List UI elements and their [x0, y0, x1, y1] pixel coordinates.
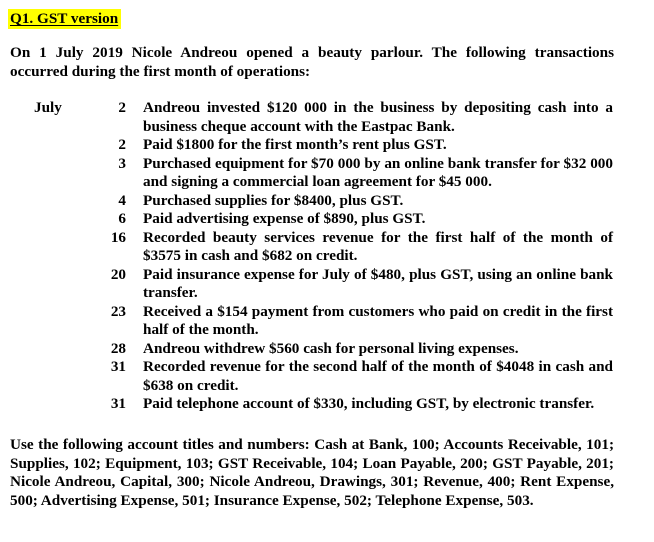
transaction-text: Purchased supplies for $8400, plus GST.	[143, 191, 404, 209]
account-instructions: Use the following account titles and numbers: Cash at Bank, 100; Accounts Receivable, 101; Supplies, 102; Equipment, 103; GST Receivable, 104; Loan Payable, 200; GST Payable, 201; Nicole Andreou, Capital, 300; Nicole Andreou, Drawings, 301; Revenue, 400; Rent Expense, 500; Advertising Expense, 501; Insurance Expense, 502; Telephone Expense, 503.	[10, 436, 614, 509]
transaction-row	[0, 155, 654, 192]
transaction-row	[0, 395, 654, 414]
transaction-month	[0, 358, 108, 395]
transaction-day: 20	[110, 265, 126, 283]
transaction-text: Andreou withdrew $560 cash for personal living expenses.	[143, 339, 519, 357]
transaction-month	[0, 155, 108, 192]
transaction-row	[0, 210, 654, 229]
transaction-text: Recorded revenue for the second half of the month of $4048 in cash and $638 on credit.	[143, 358, 613, 394]
transaction-month	[0, 192, 108, 211]
question-title: Q1. GST version	[8, 9, 121, 29]
transaction-month	[0, 340, 108, 359]
transaction-day: 3	[118, 154, 126, 172]
transaction-list	[0, 99, 654, 414]
transaction-day: 28	[110, 339, 126, 357]
transaction-day: 6	[118, 210, 126, 227]
transaction-row	[0, 303, 654, 340]
transaction-row	[0, 229, 654, 266]
intro-paragraph: On 1 July 2019 Nicole Andreou opened a beauty parlour. The following transactions occurred during the first month of operations:	[10, 44, 614, 80]
transaction-text: Paid telephone account of $330, including GST, by electronic transfer.	[143, 395, 595, 412]
transaction-row	[0, 136, 654, 155]
transaction-day: 16	[110, 228, 126, 246]
transaction-day: 23	[110, 302, 126, 320]
transaction-day: 2	[118, 136, 126, 153]
transaction-month	[0, 303, 108, 340]
transaction-row	[0, 192, 654, 211]
transaction-text: Received a $154 payment from customers who paid on credit in the first half of the month.	[143, 302, 613, 338]
transaction-month: July	[34, 99, 62, 116]
transaction-row	[0, 358, 654, 395]
transaction-day: 31	[110, 395, 126, 412]
transaction-month	[0, 395, 108, 414]
transaction-text: Paid $1800 for the first month’s rent plus GST.	[143, 136, 447, 153]
transaction-text: Paid insurance expense for July of $480, plus GST, using an online bank transfer.	[143, 265, 613, 301]
transaction-text: Recorded beauty services revenue for the first half of the month of $3575 in cash and $682 on credit.	[143, 228, 613, 264]
transaction-row	[0, 99, 654, 136]
transaction-month	[0, 136, 108, 155]
transaction-day: 4	[118, 191, 126, 209]
transaction-day: 31	[110, 358, 126, 375]
transaction-month	[0, 266, 108, 303]
transaction-month	[0, 210, 108, 229]
transaction-row	[0, 340, 654, 359]
transaction-day: 2	[118, 99, 126, 116]
transaction-text: Purchased equipment for $70 000 by an online bank transfer for $32 000 and signing a commercial loan agreement for $45 000.	[143, 154, 613, 190]
transaction-month	[0, 229, 108, 266]
transaction-row	[0, 266, 654, 303]
transaction-text: Paid advertising expense of $890, plus GST.	[143, 210, 426, 227]
transaction-text: Andreou invested $120 000 in the business by depositing cash into a business cheque account with the Eastpac Bank.	[143, 99, 613, 135]
